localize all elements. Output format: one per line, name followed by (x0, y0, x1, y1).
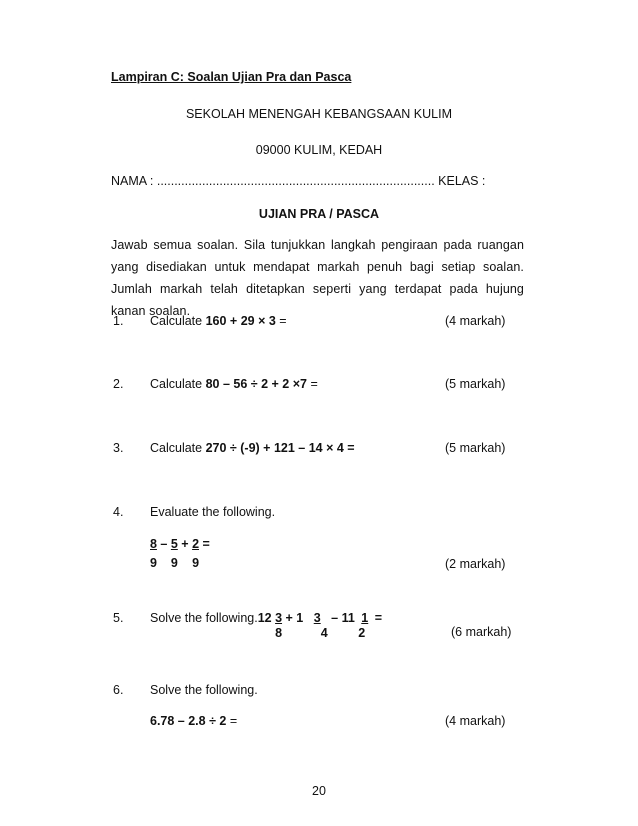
mixed-fraction: $\frac{3}{4}$ (313, 611, 328, 640)
question-3-prefix: Calculate (150, 441, 206, 455)
fraction: $\frac{2}{9}$ (192, 537, 200, 570)
mixed-fraction: $\frac{1}{2}$ (358, 611, 369, 640)
question-5-mixed-numbers: 12 $\frac{3}{8}$ + 1 $\frac{3}{4}$ – 11 $\frac{1}{2}$ = (257, 611, 383, 640)
question-2-expression: 80 – 56 ÷ 2 + 2 ×7 (205, 377, 307, 391)
name-class-line: NAMA : ................................................................................ KELAS : (111, 174, 486, 188)
question-3-number: 3. (113, 441, 124, 455)
question-5-number: 5. (113, 611, 124, 625)
question-1-marks: (4 markah) (445, 314, 506, 328)
question-5-prompt: Solve the following. (150, 611, 258, 625)
question-5-text (150, 611, 382, 641)
fraction: $\frac{5}{9}$ (170, 537, 178, 570)
school-address: 09000 KULIM, KEDAH (255, 143, 383, 157)
question-1-expression: 160 + 29 × 3 (205, 314, 276, 328)
question-1-suffix: = (275, 314, 287, 328)
question-2-marks: (5 markah) (445, 377, 506, 391)
question-4-prompt: Evaluate the following. (150, 505, 276, 519)
question-1-text (150, 314, 287, 328)
fraction: $\frac{8}{9}$ (150, 537, 157, 570)
question-2-number: 2. (113, 377, 124, 391)
mixed-fraction: $\frac{3}{8}$ (275, 611, 283, 640)
question-3-text (150, 441, 355, 455)
question-2-prefix: Calculate (150, 377, 206, 391)
question-1-number: 1. (113, 314, 124, 328)
question-6-marks: (4 markah) (445, 714, 506, 728)
page-number: 20 (312, 784, 326, 798)
question-1-prefix: Calculate (150, 314, 206, 328)
question-6-number: 6. (113, 683, 124, 697)
question-4-number: 4. (113, 505, 124, 519)
question-5-marks: (6 markah) (451, 625, 512, 639)
test-title: UJIAN PRA / PASCA (258, 207, 380, 221)
question-3-marks: (5 markah) (445, 441, 506, 455)
question-4-fractions: $\frac{8}{9}$ – $\frac{5}{9}$ + $\frac{2}{9}$ = (150, 537, 210, 570)
school-name: SEKOLAH MENENGAH KEBANGSAAN KULIM (185, 107, 453, 121)
question-2-suffix: = (306, 377, 318, 391)
question-3-expression: 270 ÷ (-9) + 121 – 14 × 4 = (205, 441, 355, 455)
question-2-text (150, 377, 318, 391)
question-6-text (150, 714, 237, 728)
appendix-title: Lampiran C: Soalan Ujian Pra dan Pasca (111, 70, 352, 84)
question-6-suffix: = (226, 714, 238, 728)
instructions: Jawab semua soalan. Sila tunjukkan langkah pengiraan pada ruangan yang disediakan untuk mendapat markah penuh bagi setiap soalan. Jumlah markah telah ditetapkan seperti yang terdapat pada hujung kanan soalan. (111, 238, 524, 318)
question-6-prompt: Solve the following. (150, 683, 258, 697)
question-6-expression: 6.78 – 2.8 ÷ 2 (150, 714, 227, 728)
question-4-marks: (2 markah) (445, 557, 506, 571)
